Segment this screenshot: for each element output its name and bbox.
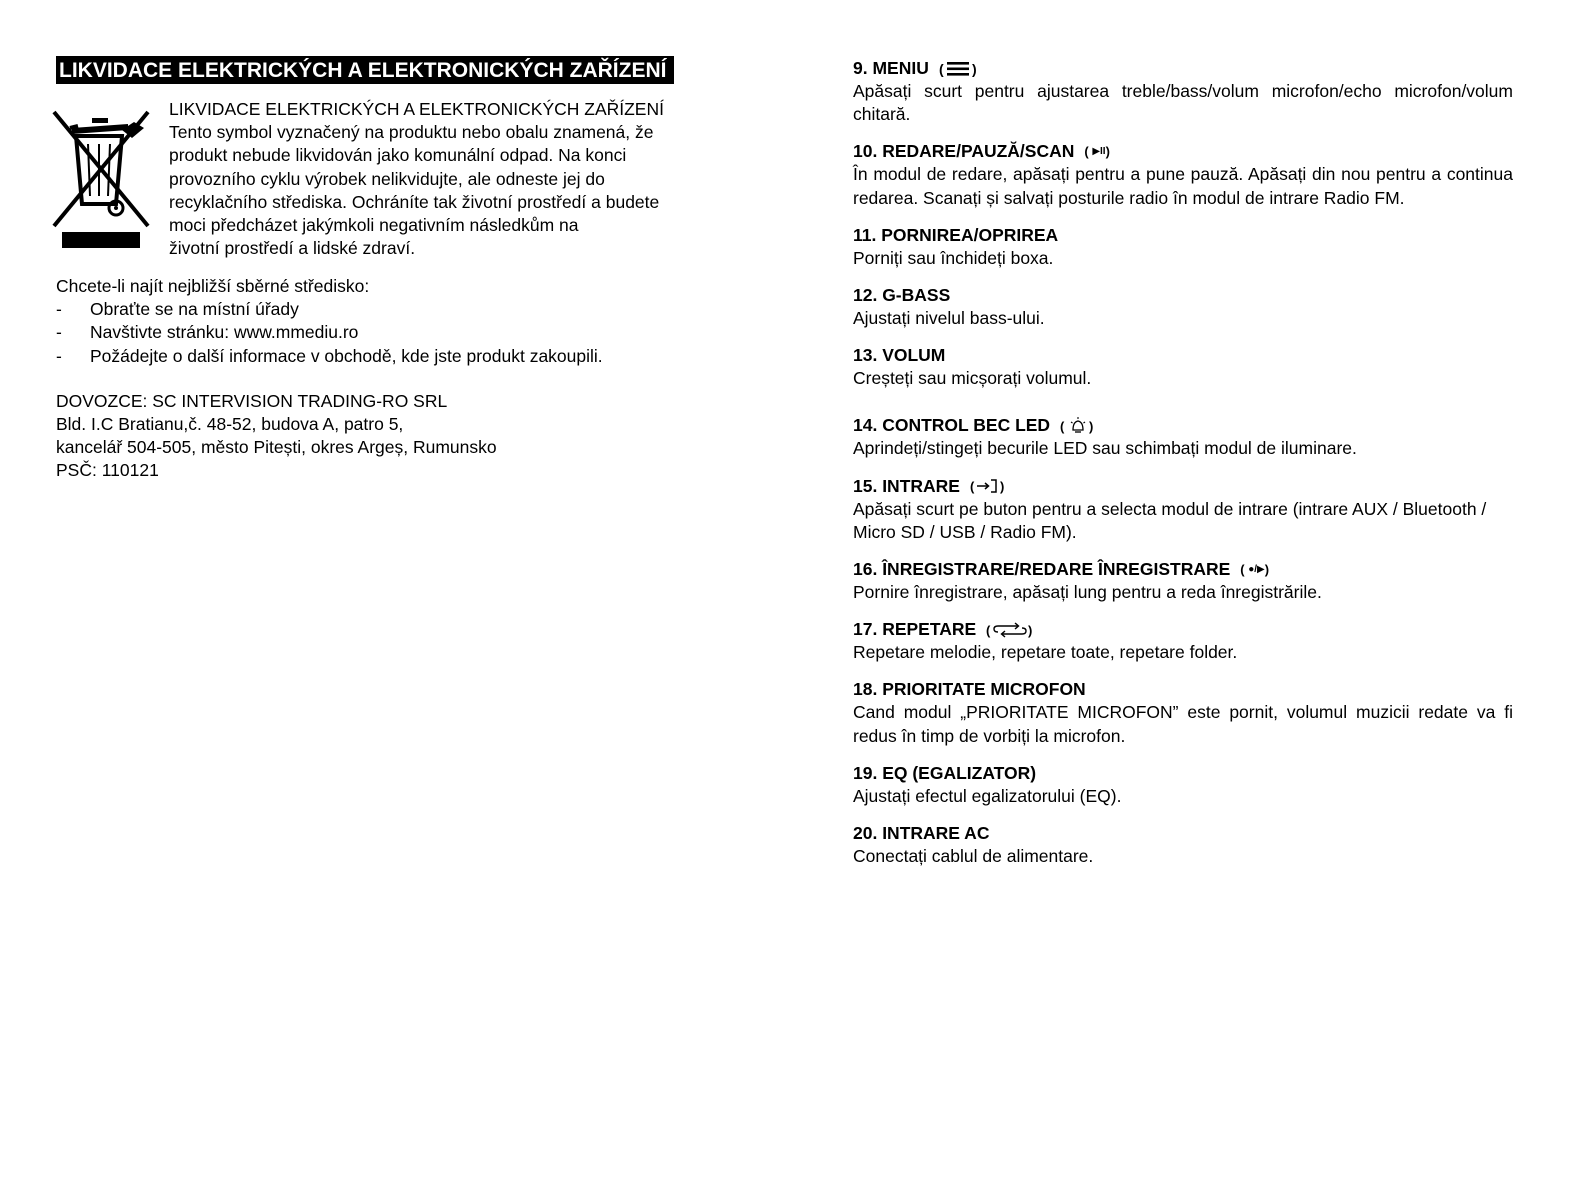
section-body: În modul de redare, apăsați pentru a pune pauză. Apăsați din nou pentru a continua redarea. Scanați și salvați posturile radio în modul de intrare Radio FM. <box>853 164 1513 208</box>
menu-icon <box>939 59 979 79</box>
svg-text:): ) <box>1089 418 1094 434</box>
weee-block <box>56 98 736 261</box>
section-led <box>853 414 1513 460</box>
section-record <box>853 558 1513 604</box>
section-body: Repetare melodie, repetare toate, repetare folder. <box>853 642 1238 663</box>
list-dash: - <box>56 322 62 343</box>
section-body: Conectați cablul de alimentare. <box>853 846 1094 867</box>
section-title: 10. REDARE/PAUZĂ/SCAN <box>853 141 1075 162</box>
weee-line: produkt nebude likvidován jako komunální odpad. Na konci <box>169 145 627 166</box>
play-pause-glyph: ▶II <box>1092 146 1106 158</box>
weee-line: provozního cyklu výrobek nelikvidujte, ale odneste jej do <box>169 168 605 189</box>
section-body: Ajustați efectul egalizatorului (EQ). <box>853 785 1122 806</box>
svg-text:(: ( <box>938 60 944 77</box>
importer-line: Bld. I.C Bratianu,č. 48-52, budova A, patro 5, <box>56 414 404 435</box>
section-gbass <box>853 284 1513 330</box>
section-title: 14. CONTROL BEC LED <box>853 415 1051 436</box>
disposal-banner: LIKVIDACE ELEKTRICKÝCH A ELEKTRONICKÝCH ZAŘÍZENÍ <box>56 56 674 84</box>
section-body: Pornire înregistrare, apăsați lung pentru a reda înregistrările. <box>853 582 1322 603</box>
section-body: Ajustați nivelul bass-ului. <box>853 308 1045 329</box>
list-dash: - <box>56 299 62 320</box>
section-title: 9. MENIU <box>853 58 929 78</box>
section-body: Aprindeți/stingeți becurile LED sau schimbați modul de iluminare. <box>853 438 1357 459</box>
list-item <box>56 298 736 321</box>
list-item <box>56 345 736 368</box>
list-item-text: Požádejte o další informace v obchodě, kde jste produkt zakoupili. <box>90 345 603 366</box>
section-title: 13. VOLUM <box>853 345 946 366</box>
right-column <box>853 57 1513 882</box>
section-title: 17. REPETARE <box>853 619 977 640</box>
section-title: 12. G-BASS <box>853 285 951 306</box>
section-title: 11. PORNIREA/OPRIREA <box>853 224 1059 245</box>
list-item <box>56 321 736 344</box>
collection-center-block <box>56 275 736 368</box>
section-title: 18. PRIORITATE MICROFON <box>853 679 1086 700</box>
bulb-icon <box>1060 416 1096 436</box>
weee-text <box>169 98 729 260</box>
list-dash: - <box>56 345 62 366</box>
svg-text:): ) <box>1028 622 1033 638</box>
section-body: Apăsați scurt pe buton pentru a selecta modul de intrare (intrare AUX / Bluetooth / Micro SD / USB / Radio FM). <box>853 498 1487 542</box>
left-column <box>56 56 736 483</box>
svg-text:(: ( <box>986 622 991 638</box>
section-title: 20. INTRARE AC <box>853 823 990 844</box>
importer-line: kancelář 504-505, město Pitești, okres Argeș, Rumunsko <box>56 437 497 458</box>
svg-text:): ) <box>999 479 1005 495</box>
section-body: Creșteți sau micșorați volumul. <box>853 368 1092 389</box>
list-item-text: Navštivte stránku: www.mmediu.ro <box>90 322 359 343</box>
section-title: 19. EQ (EGALIZATOR) <box>853 762 1037 783</box>
section-title: 16. ÎNREGISTRARE/REDARE ÎNREGISTRARE <box>853 559 1231 580</box>
section-repeat <box>853 618 1513 664</box>
section-body: Cand modul „PRIORITATE MICROFON” este pornit, volumul muzicii redate va fi redus în timp de vorbiți la microfon. <box>853 702 1513 746</box>
section-ac-input <box>853 822 1513 868</box>
section-menu <box>853 57 1513 126</box>
section-title: 15. INTRARE <box>853 475 960 496</box>
importer-line: DOVOZCE: SC INTERVISION TRADING-RO SRL <box>56 390 448 411</box>
weee-line: Tento symbol vyznačený na produktu nebo obalu znamená, že <box>169 122 654 143</box>
weee-line: životní prostředí a lidské zdraví. <box>169 238 416 259</box>
weee-line: moci předcházet jakýmkoli negativním následkům na <box>169 215 579 236</box>
repeat-icon <box>986 620 1034 640</box>
importer-block <box>56 390 736 483</box>
record-play-glyph: ●/▶ <box>1248 564 1265 576</box>
crossed-bin-icon <box>52 110 152 250</box>
section-mic-priority <box>853 678 1513 747</box>
section-power <box>853 224 1513 270</box>
section-body: Porniți sau închideți boxa. <box>853 247 1054 268</box>
svg-text:): ) <box>971 60 977 77</box>
svg-text:(: ( <box>969 479 975 495</box>
section-input <box>853 475 1513 544</box>
play-pause-icon: ( ▶II ) <box>1084 140 1110 163</box>
weee-line: LIKVIDACE ELEKTRICKÝCH A ELEKTRONICKÝCH ZAŘÍZENÍ <box>169 99 664 119</box>
collection-center-title: Chcete-li najít nejbližší sběrné středisko: <box>56 276 370 296</box>
section-body: Apăsați scurt pentru ajustarea treble/bass/volum microfon/echo microfon/volum chitară. <box>853 81 1513 125</box>
svg-text:(: ( <box>1060 418 1065 434</box>
list-item-text: Obraťte se na místní úřady <box>90 299 299 320</box>
importer-line: PSČ: 110121 <box>56 460 159 481</box>
section-play-pause <box>853 140 1513 209</box>
record-play-icon: ( ●/▶ ) <box>1240 558 1269 581</box>
section-eq <box>853 762 1513 808</box>
input-icon <box>970 476 1008 496</box>
weee-line: recyklačního střediska. Ochráníte tak životní prostředí a budete <box>169 191 660 212</box>
section-volume <box>853 344 1513 390</box>
